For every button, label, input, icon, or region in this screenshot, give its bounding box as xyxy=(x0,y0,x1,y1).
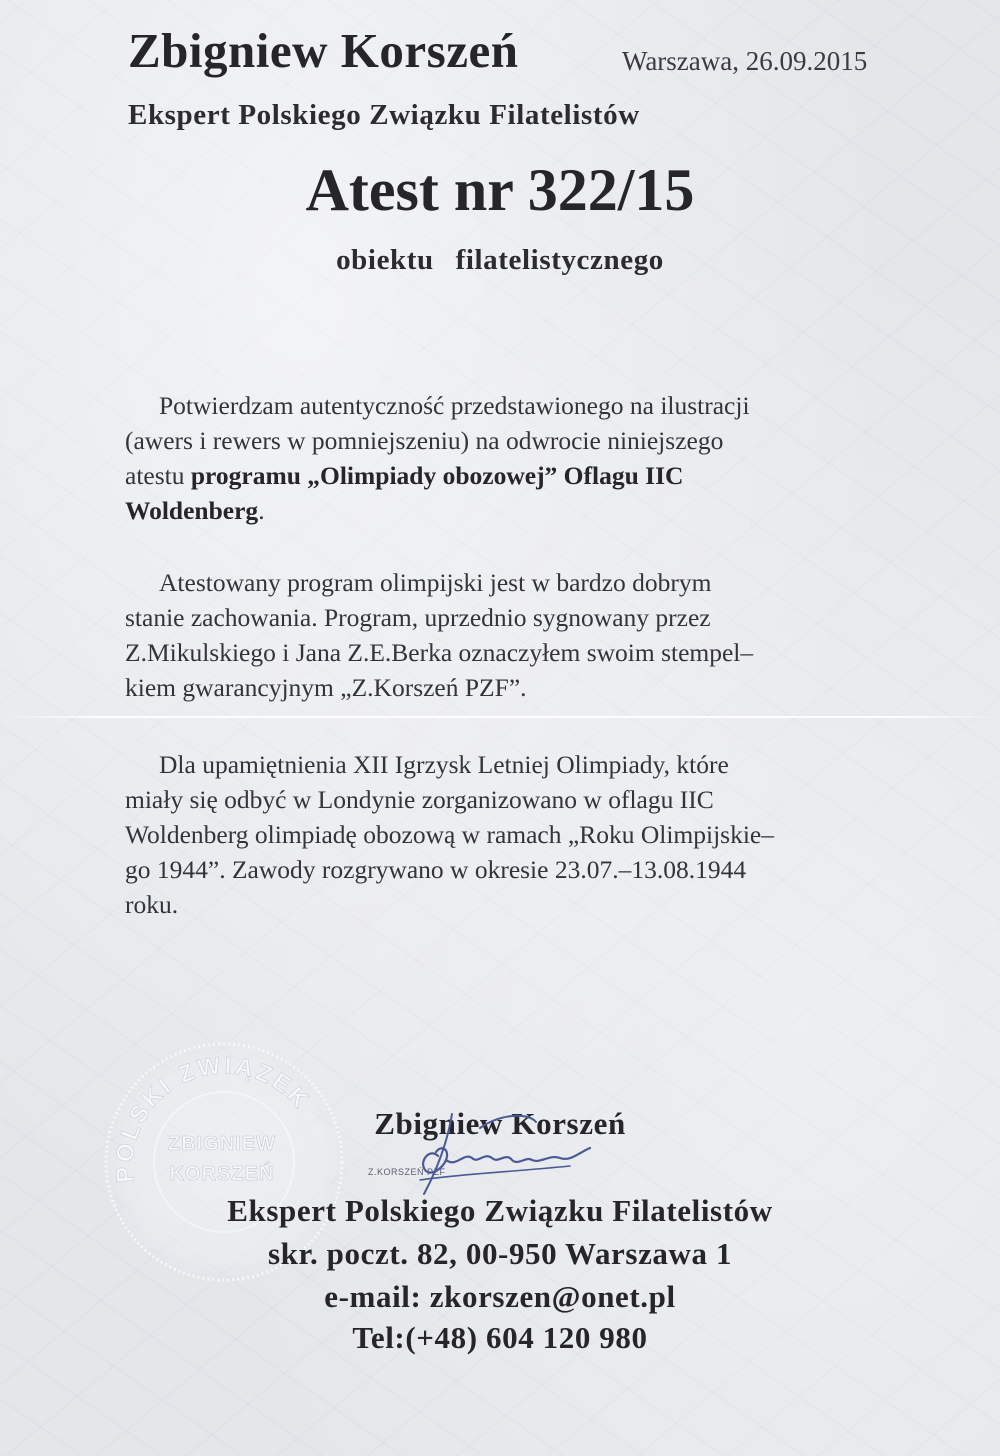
handwritten-signature xyxy=(360,1108,600,1198)
paragraph-line: go 1944”. Zawody rozgrywano w okresie 23.07.–13.08.1944 xyxy=(125,855,747,884)
object-name-bold: Woldenberg xyxy=(125,496,259,525)
paragraph-text: . xyxy=(258,496,265,525)
guarantee-stamp: Z.KORSZEŃ PZF xyxy=(368,1167,446,1177)
expert-role-heading: Ekspert Polskiego Związku Filatelistów xyxy=(128,99,640,131)
footer-name: Zbigniew Korszeń xyxy=(374,1106,626,1141)
seal-center-line1: ZBIGNIEW xyxy=(168,1133,276,1155)
certificate-subtitle: obiektu filatelistycznego xyxy=(336,244,664,276)
paragraph-line: stanie zachowania. Program, uprzednio sygnowany przez xyxy=(125,603,711,632)
footer-address: skr. poczt. 82, 00-950 Warszawa 1 xyxy=(267,1236,733,1271)
paragraph-line: Atestowany program olimpijski jest w bardzo dobrym xyxy=(159,568,712,597)
paragraph-text: atestu xyxy=(125,461,191,490)
paragraph-authenticity xyxy=(125,388,750,528)
paragraph-line xyxy=(125,458,750,493)
footer-phone: Tel:(+48) 604 120 980 xyxy=(352,1320,648,1355)
fold-line xyxy=(0,716,1000,718)
paragraph-condition xyxy=(125,565,753,705)
paragraph-line: Woldenberg olimpiadę obozową w ramach „Roku Olimpijskie– xyxy=(125,820,774,849)
paragraph-line: miały się odbyć w Londynie zorganizowano w oflagu IIC xyxy=(125,785,714,814)
expert-name-heading: Zbigniew Korszeń xyxy=(128,23,519,78)
paragraph-line: Z.Mikulskiego i Jana Z.E.Berka oznaczyłem swoim stempel– xyxy=(125,638,754,667)
footer-email: e-mail: zkorszen@onet.pl xyxy=(324,1279,676,1314)
paragraph-line: roku. xyxy=(125,890,179,919)
place-and-date: Warszawa, 26.09.2015 xyxy=(622,46,868,76)
footer-role: Ekspert Polskiego Związku Filatelistów xyxy=(227,1193,773,1228)
paragraph-line: Dla upamiętnienia XII Igrzysk Letniej Olimpiady, które xyxy=(159,750,729,779)
paragraph-history xyxy=(125,747,774,922)
paragraph-line: kiem gwarancyjnym „Z.Korszeń PZF”. xyxy=(125,673,527,702)
seal-center-line2: KORSZEŃ xyxy=(169,1163,275,1185)
paragraph-line xyxy=(125,493,750,528)
seal-ring-text: POLSKI ZWIĄZEK xyxy=(111,1051,316,1184)
certificate-title: Atest nr 322/15 xyxy=(305,157,695,223)
paragraph-line: (awers i rewers w pomniejszeniu) na odwrocie niniejszego xyxy=(125,426,724,455)
object-name-bold: programu „Olimpiady obozowej” Oflagu IIC xyxy=(190,461,684,490)
paragraph-line: Potwierdzam autentyczność przedstawionego na ilustracji xyxy=(159,391,750,420)
